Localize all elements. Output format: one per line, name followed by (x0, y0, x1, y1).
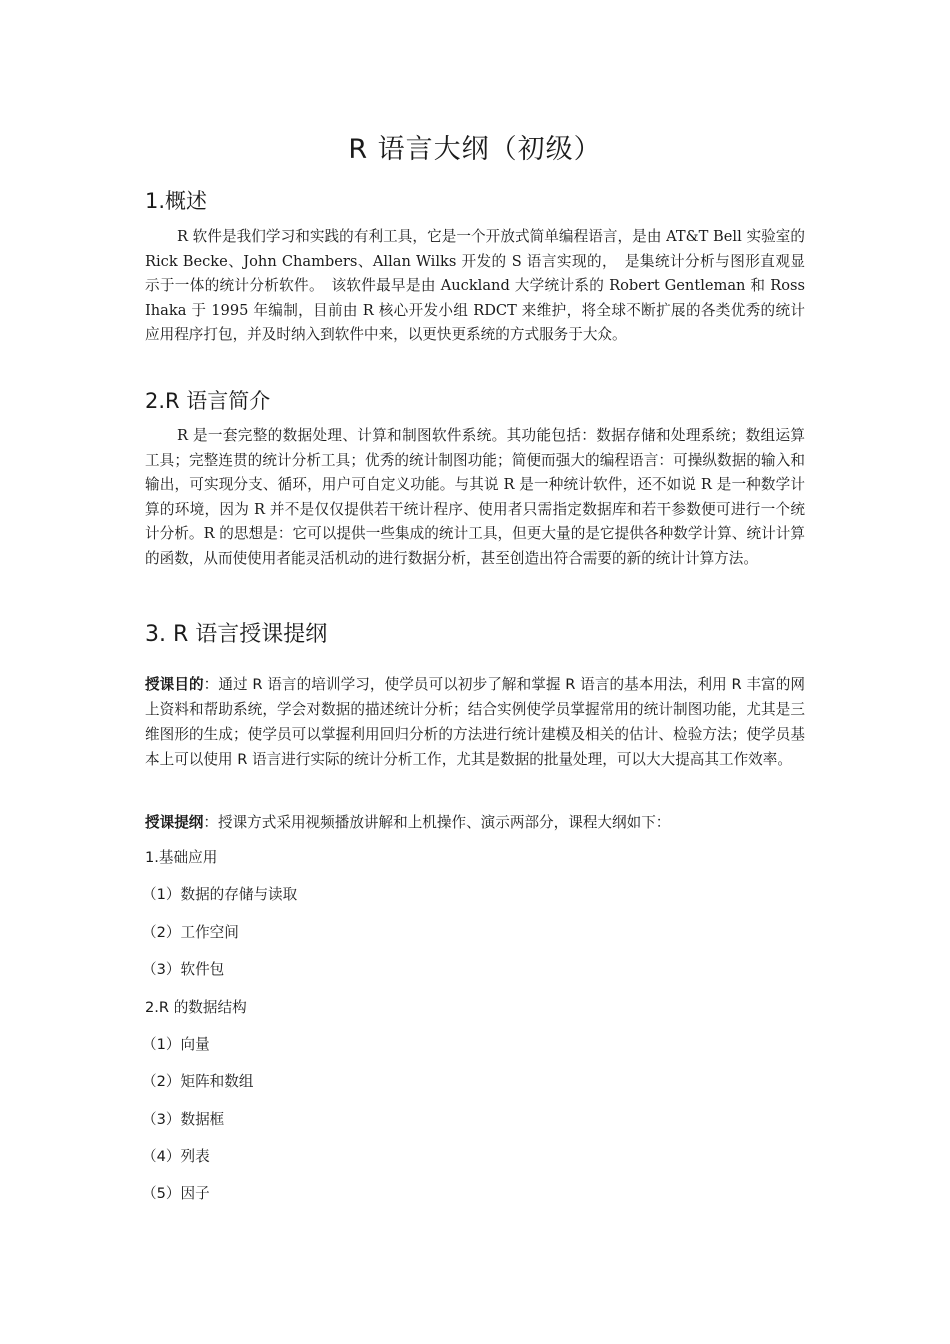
outline-item: （4）列表 (142, 1148, 210, 1165)
outline-item: （3）软件包 (142, 961, 225, 978)
teaching-purpose-text: ：通过 R 语言的培训学习，使学员可以初步了解和掌握 R 语言的基本用法，利用 R 丰富的网上资料和帮助系统，学会对数据的描述统计分析；结合实例使学员掌握常用的统计制图功能，尤其是三维图形的生成；使学员可以掌握利用回归分析的方法进行统计建模及相关的估计、检验方法；使学员基本上可以使用 R 语言进行实际的统计分析工作，尤其是数据的批量处理，可以大大提高其工作效率。 (145, 676, 805, 768)
outline-item: （5）因子 (142, 1185, 210, 1202)
outline-item: （3）数据框 (142, 1111, 225, 1128)
outline-group-title: 1.基础应用 (145, 849, 218, 866)
teaching-purpose-label: 授课目的 (145, 676, 204, 693)
page-title: R 语言大纲（初级） (348, 134, 602, 165)
outline-item: （1）数据的存储与读取 (142, 886, 298, 903)
outline-item: （2）矩阵和数组 (142, 1073, 254, 1090)
teaching-outline-text: ：授课方式采用视频播放讲解和上机操作、演示两部分，课程大纲如下： (203, 814, 671, 831)
section-heading-outline: 3. R 语言授课提纲 (145, 622, 328, 647)
teaching-outline-paragraph (145, 810, 805, 835)
section-paragraph-intro: R 是一套完整的数据处理、计算和制图软件系统。其功能包括：数据存储和处理系统；数组运算工具；完整连贯的统计分析工具；优秀的统计制图功能；简便而强大的编程语言：可操纵数据的输入和输出，可实现分支、循环，用户可自定义功能。与其说 R 是一种统计软件，还不如说 R 是一种数学计算的环境，因为 R 并不是仅仅提供若干统计程序、使用者只需指定数据库和若干参数便可进行一个统计分析。R 的思想是：它可以提供一些集成的统计工具，但更大量的是它提供各种数学计算、统计计算的函数，从而使使用者能灵活机动的进行数据分析，甚至创造出符合需要的新的统计计算方法。 (145, 427, 805, 567)
teaching-outline-label: 授课提纲 (145, 814, 204, 831)
section-paragraph-overview: R 软件是我们学习和实践的有利工具，它是一个开放式简单编程语言，是由 AT&T Bell 实验室的 Rick Becke、John Chambers、Allan Wilks 开发的 S 语言实现的， 是集统计分析与图形直观显示于一体的统计分析软件。 该软件最早是由 Auckland 大学统计系的 Robert Gentleman 和 Ross Ihaka 于 1995 年编制，目前由 R 核心开发小组 RDCT 来维护，将全球不断扩展的各类优秀的统计应用程序打包，并及时纳入到软件中来，以更快更系统的方式服务于大众。 (145, 228, 805, 344)
outline-group-title: 2.R 的数据结构 (145, 999, 247, 1016)
outline-item: （2）工作空间 (142, 924, 239, 941)
teaching-purpose-paragraph (145, 672, 805, 772)
section-heading-intro: 2.R 语言简介 (145, 389, 271, 413)
section-heading-overview: 1.概述 (145, 189, 208, 213)
outline-item: （1）向量 (142, 1036, 210, 1053)
